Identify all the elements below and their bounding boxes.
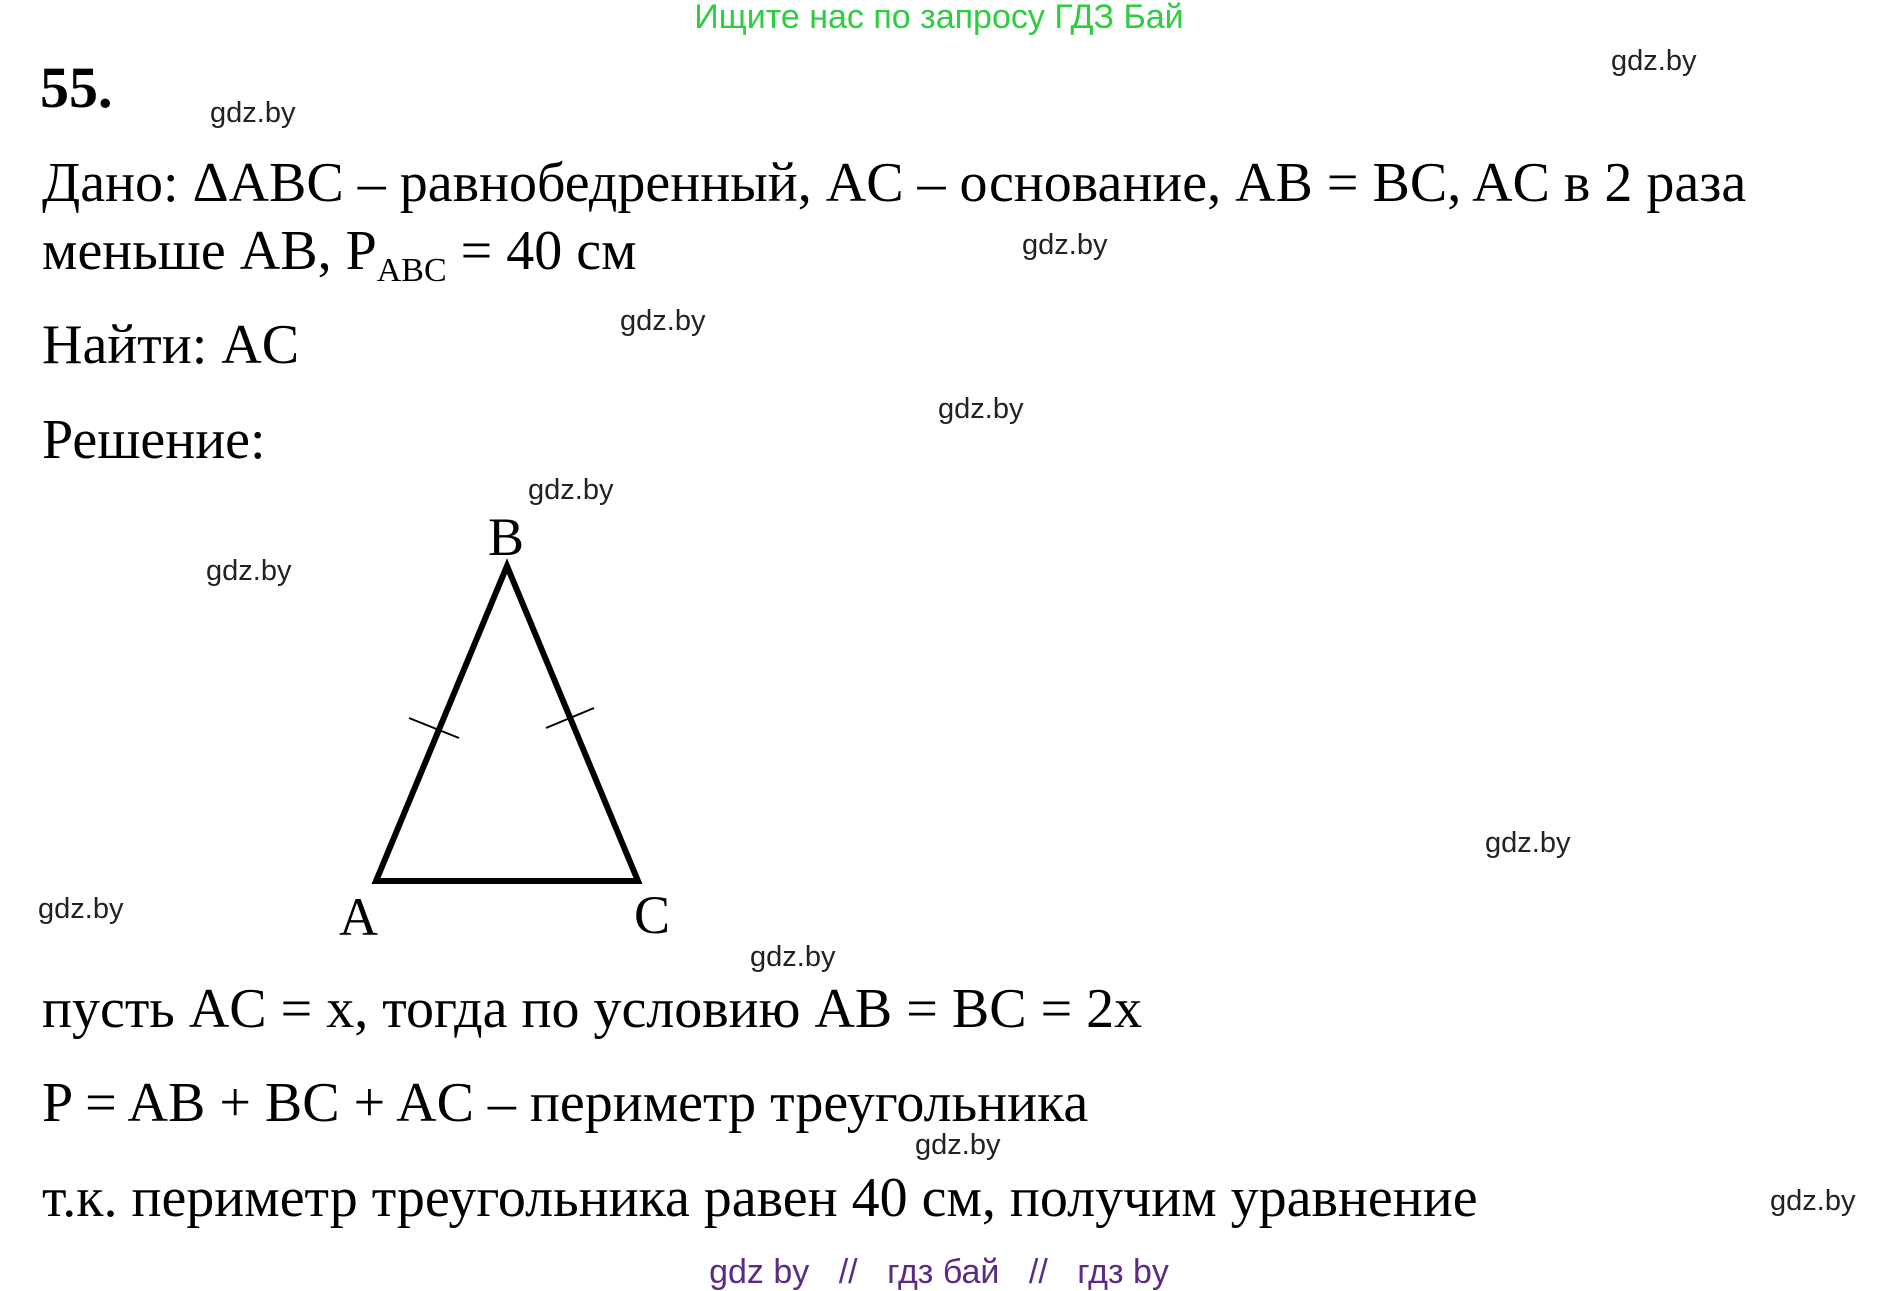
footer-part-1: gdz by — [709, 1253, 810, 1291]
watermark: gdz.by — [915, 1129, 1001, 1161]
watermark: gdz.by — [1485, 827, 1571, 859]
watermark: gdz.by — [1770, 1185, 1856, 1217]
watermark: gdz.by — [620, 305, 706, 337]
given-line-2-suffix: = 40 см — [446, 220, 637, 282]
footer-part-2: гдз бай — [887, 1253, 1000, 1291]
given-line-1: Дано: ΔABC – равнобедренный, AC – основание, AB = BC, AC в 2 раза — [42, 152, 1747, 214]
step-line-3: т.к. периметр треугольника равен 40 см, получим уравнение — [42, 1167, 1478, 1229]
step-line-1: пусть AC = x, тогда по условию AB = BC = 2x — [42, 978, 1143, 1040]
watermark: gdz.by — [750, 941, 836, 973]
solution-heading: Решение: — [42, 409, 266, 471]
watermark: gdz.by — [38, 893, 124, 925]
watermark: gdz.by — [528, 474, 614, 506]
footer-separator: // — [838, 1253, 858, 1291]
step-line-2: P = AB + BC + AC – периметр треугольника — [42, 1072, 1089, 1134]
watermark: gdz.by — [938, 393, 1024, 425]
search-banner: Ищите нас по запросу ГДЗ Бай — [694, 0, 1184, 36]
watermark: gdz.by — [210, 97, 296, 129]
vertex-label-a: A — [339, 887, 378, 947]
perimeter-subscript: ABC — [376, 252, 447, 289]
watermark: gdz.by — [206, 555, 292, 587]
footer-links — [0, 1254, 1878, 1290]
vertex-label-c: C — [634, 885, 671, 945]
footer-part-3: гдз by — [1077, 1253, 1169, 1291]
footer-separator: // — [1028, 1253, 1048, 1291]
find-line: Найти: AC — [42, 314, 300, 376]
triangle-abc — [376, 566, 638, 881]
watermark: gdz.by — [1022, 229, 1108, 261]
watermark: gdz.by — [1611, 45, 1697, 77]
given-line-2-prefix: меньше AB, P — [42, 220, 377, 282]
vertex-label-b: B — [488, 507, 525, 567]
problem-number: 55. — [40, 55, 113, 120]
